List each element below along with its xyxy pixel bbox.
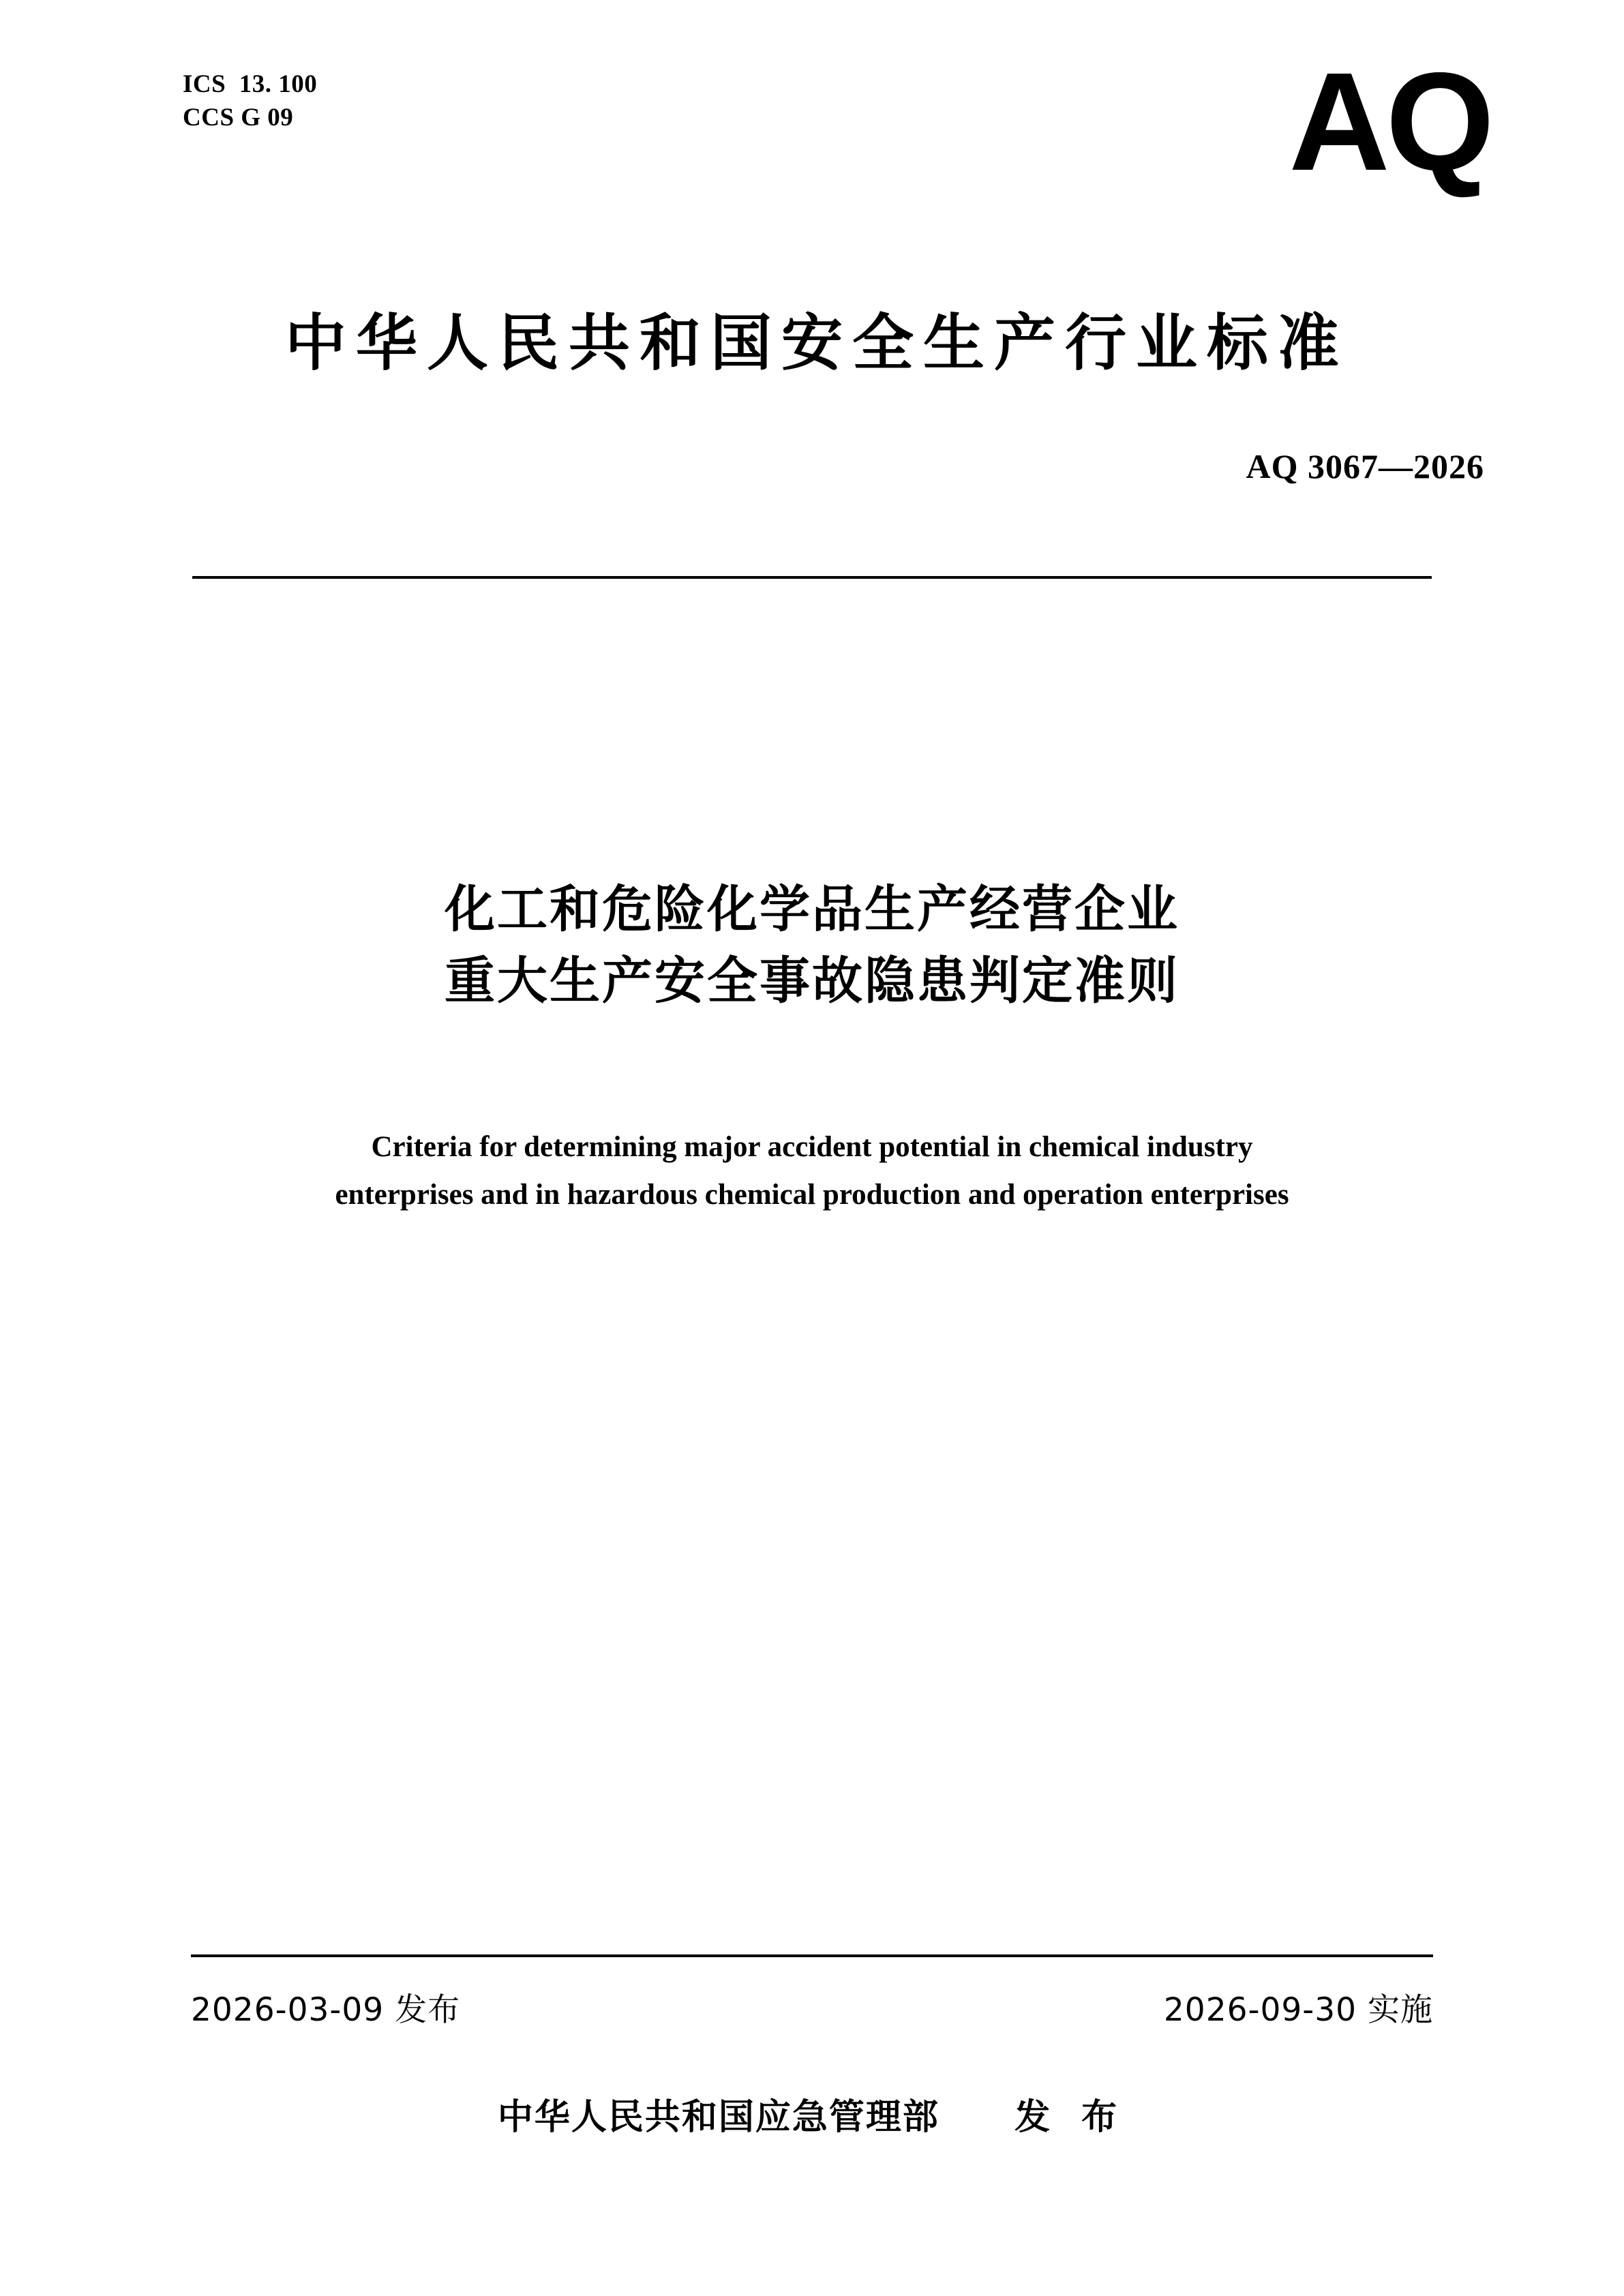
ics-classification-block	[183, 68, 317, 135]
publisher-action: 发 布	[1014, 2097, 1127, 2138]
implementation-date: 2026-09-30 实施	[1163, 1991, 1433, 2029]
publisher-name: 中华人民共和国应急管理部	[497, 2097, 939, 2138]
document-title-cn-line1: 化工和危险化学品生产经营企业	[445, 880, 1179, 939]
national-standard-title: 中华人民共和国安全生产行业标准	[285, 307, 1349, 379]
footer-divider	[191, 1954, 1433, 1957]
document-title-cn-line2: 重大生产安全事故隐患判定准则	[445, 952, 1179, 1011]
document-title-cn	[0, 874, 1624, 1017]
ics-code: ICS 13. 100	[183, 70, 318, 98]
date-row	[191, 1984, 1433, 2030]
document-title-en-line1: Criteria for determining major accident potential in chemical industry	[371, 1131, 1253, 1163]
standard-number: AQ 3067—2026	[1246, 447, 1484, 485]
header-divider	[192, 576, 1432, 579]
publisher-line	[0, 2088, 1624, 2139]
issue-date: 2026-03-09 发布	[191, 1991, 461, 2029]
document-title-en	[205, 1123, 1419, 1218]
ccs-code: CCS G 09	[183, 103, 294, 132]
aq-logo: AQ	[1289, 44, 1490, 200]
document-title-en-line2: enterprises and in hazardous chemical production and operation enterprises	[335, 1178, 1289, 1211]
